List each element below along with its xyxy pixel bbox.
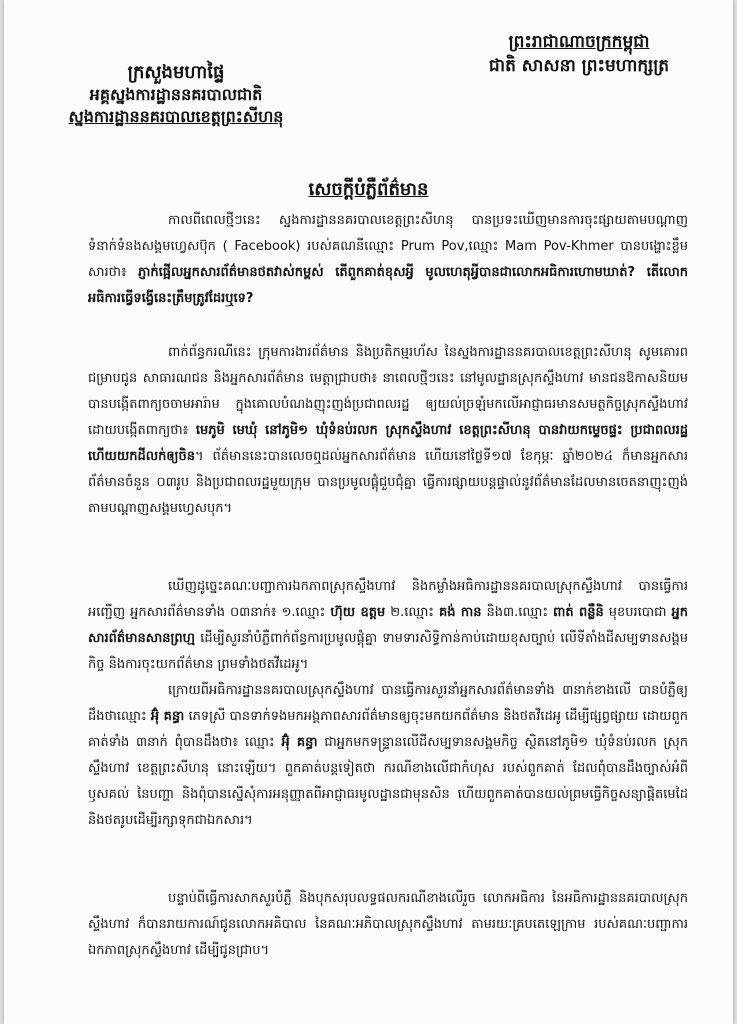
person-name-1: អ៊ុំ គន្ធា — [150, 709, 185, 724]
journalist-role: អ្នកសារព័ត៌មានសានព្រហ្ម — [88, 605, 688, 646]
paragraph-2-text-end: ។ ព័ត៌មាននេះបានលេចឮដល់អ្នកសារព័ត៌មាន ហើយនៅថ្ងៃទី១៧ ខែកុម្ភៈ ឆ្នាំ២០២៤ ក៏មានអ្នកសារព័ត៌មានចំនួន ០៣រូប និងប្រជាពលរដ្ឋមួយក្រុម បានប្រមូលផ្ដុំជួបជុំគ្នា ធ្វើការផ្សាយបន្តផ្ទាល់នូវព័ត៌មានដែលមានចេតនាញុះញង់ តាមបណ្ដាញសង្គមហ្វេសបុក។ — [88, 449, 688, 516]
paragraph-3-text-end: ដើម្បីសួរនាំបំភ្លឺពាក់ព័ន្ធការប្រមូលផ្ដុំគ្នា ទាមទារសិទ្ធិកាន់កាប់ដោយខុសច្បាប់ លើទីតាំងដីសម្បទានសង្គមកិច្ច និងការចុះយកព័ត៌មាន ព្រមទាំងថតវីដេអូ។ — [88, 631, 688, 672]
paragraph-3-sep-2: និង៣.ឈ្មោះ — [481, 605, 554, 620]
kingdom-motto — [464, 30, 694, 78]
ministry-name: ក្រសួងមហាផ្ទៃ — [127, 62, 225, 83]
document-body — [88, 208, 688, 964]
paragraph-4 — [88, 678, 688, 886]
paragraph-4-text-mid: ភេទស្រី បានទាក់ទងមកអង្គភាពសារព័ត៌មានឲ្យចុះមកយកព័ត៌មាន និងថតវីដេអូ ដើម្បីផ្សព្វផ្សាយ ដោយពួកគាត់ទាំង ៣នាក់ ពុំបានដឹងថា៖ ឈ្មោះ — [88, 709, 688, 750]
document-title: សេចក្ដីបំភ្លឺព័ត៌មាន — [308, 179, 429, 200]
paragraph-3-sep-3: មុខបរបោជា — [603, 605, 672, 620]
paragraph-3 — [88, 574, 688, 678]
journalist-name-2: គង់ កាន — [439, 605, 482, 620]
paragraph-1-text: កាលពីពេលថ្មីៗនេះ ស្នងការដ្ឋាននគរបាលខេត្តព្រះសីហនុ បានប្រទះឃើញមានការចុះផ្សាយតាមបណ្ដាញទំនាក់ទំនងសង្គមហ្វេសប៊ុក ( Facebook) របស់គណនីឈ្មោះ Prum Pov,ឈ្មោះ Mam Pov-Khmer បានបង្ហោះខ្លឹមសារថា៖ — [88, 213, 688, 280]
paragraph-2-text: ពាក់ព័ន្ធករណីនេះ ក្រុមការងារព័ត៌មាន និងប្រតិកម្មរហ័ស នៃស្នងការដ្ឋាននគរបាលខេត្តព្រះសីហនុ សូមគោរពជម្រាបជូន សាធារណជន និងអ្នកសារព័ត៌មាន មេត្តាជ្រាបថា៖ នាពេលថ្មីៗនេះ នៅមូលដ្ឋានស្រុកស្ទឹងហាវ មានជនឱកាសនិយម បានបង្កើតពាក្យចចាមអារ៉ាម ក្នុងគោលបំណងញុះញង់ប្រជាពលរដ្ឋ ឲ្យយល់ច្រឡំមកលើអាជ្ញាធរមានសមត្ថកិច្ចស្រុកស្ទឹងហាវ ដោយបង្កើតពាក្យថា៖ — [88, 345, 688, 438]
national-motto: ជាតិ សាសនា ព្រះមហាក្សត្រ — [488, 56, 670, 76]
person-name-2: អ៊ុំ គន្ធា — [281, 735, 318, 750]
paragraph-5: បន្ទាប់ពីធ្វើការសាកសួរបំភ្លឺ និងបុកសរុបលទ្ធផលករណីខាងលើរួច លោកអធិការ នៃអធិការដ្ឋាននគរបាលស្រុកស្ទឹងហាវ ក៏បានរាយការណ៍ជូនលោកអគិបាល នៃគណៈអភិបាលស្រុកស្ទឹងហាវ តាមរយៈគ្របតេឡេក្រាម របស់គណៈបញ្ជាការឯកភាពស្រុកស្ទឹងហាវ ដើម្បីជូនជ្រាប។ — [88, 891, 688, 958]
journalist-name-3: ពាត់ ពន្លឺនិ — [553, 605, 604, 620]
paragraph-3-sep-1: ២.ឈ្មោះ — [385, 605, 439, 620]
paragraph-4-text-end: ជាអ្នកមកទន្ទ្រានលើដីសម្បទានសង្គមកិច្ច ស្ថិតនៅភូមិ១ ឃុំទំនប់រលក ស្រុកស្ទឹងហាវ ខេត្តព្រះសីហនុ នោះឡើយ។ ពួកគាត់បន្តទៀតថា ករណីខាងលើជាកំហុស របស់ពួកគាត់ ដែលពុំបានដឹងច្បាស់អំពីឫសគល់ នៃបញ្ហា និងពុំបានស្នើសុំការអនុញ្ញាតពីអាជ្ញាធរមូលដ្ឋានជាមុនសិន ហើយពួកគាត់បានយល់ព្រមធ្វើកិច្ចសន្យាផ្ដិតមេដៃ និងថតរូបដើម្បីរក្សាទុកជាឯកសារ។ — [88, 735, 689, 828]
paragraph-3-text: ឃើញដូច្នេះគណៈបញ្ជាការឯកភាពស្រុកស្ទឹងហាវ និងកម្លាំងអធិការដ្ឋាននគរបាលស្រុកស្ទឹងហាវ បានធ្វើការអញ្ជើញ អ្នកសារព័ត៌មានទាំង ០៣នាក់៖ ១.ឈ្មោះ — [88, 579, 688, 620]
document-page — [4, 0, 733, 1024]
paragraph-1-quote: ភ្ញាក់ផ្អើលអ្នកសារព័ត៌មានថតវាស់កម្ពស់ តើពួកគាត់ខុសអ្វី មូលហេតុអ្វីបានជាលោកអធិការហោមឃាត់? តើលោកអធិការធ្វើទង្វើនេះត្រឹមត្រូវដែរឬទេ? — [88, 265, 688, 306]
provincial-police-name: ស្នងការដ្ឋាននគរបាលខេត្តព្រះសីហនុ — [68, 107, 284, 126]
paragraph-1 — [88, 208, 688, 340]
paragraph-2 — [88, 340, 688, 574]
general-commissariat-name: អគ្គស្នងការដ្ឋាននគរបាលជាតិ — [89, 85, 263, 104]
journalist-name-1: ហ៊ុយ ឧត្តម — [330, 605, 386, 620]
paragraph-4-text: ក្រោយពីអធិការដ្ឋាននគរបាលស្រុកស្ទឹងហាវ បានធ្វើការសួរនាំអ្នកសារព័ត៌មានទាំង ៣នាក់ខាងលើ បានបំភ្លឺឲ្យដឹងថាឈ្មោះ — [88, 683, 688, 724]
paragraph-2-quote: មេភូមិ មេឃុំ នៅភូមិ១ ឃុំទំនប់រលក ស្រុកស្ទឹងហាវ ខេត្តព្រះសីហនុ បានវាយកម្ទេចផ្ទះ ប្រជាពលរដ្ឋ ហើយយកដីលក់ឲ្យចិន — [88, 423, 688, 464]
kingdom-name: ព្រះរាជាណាចក្រកម្ពុជា — [508, 32, 650, 52]
issuing-authority — [50, 62, 302, 128]
